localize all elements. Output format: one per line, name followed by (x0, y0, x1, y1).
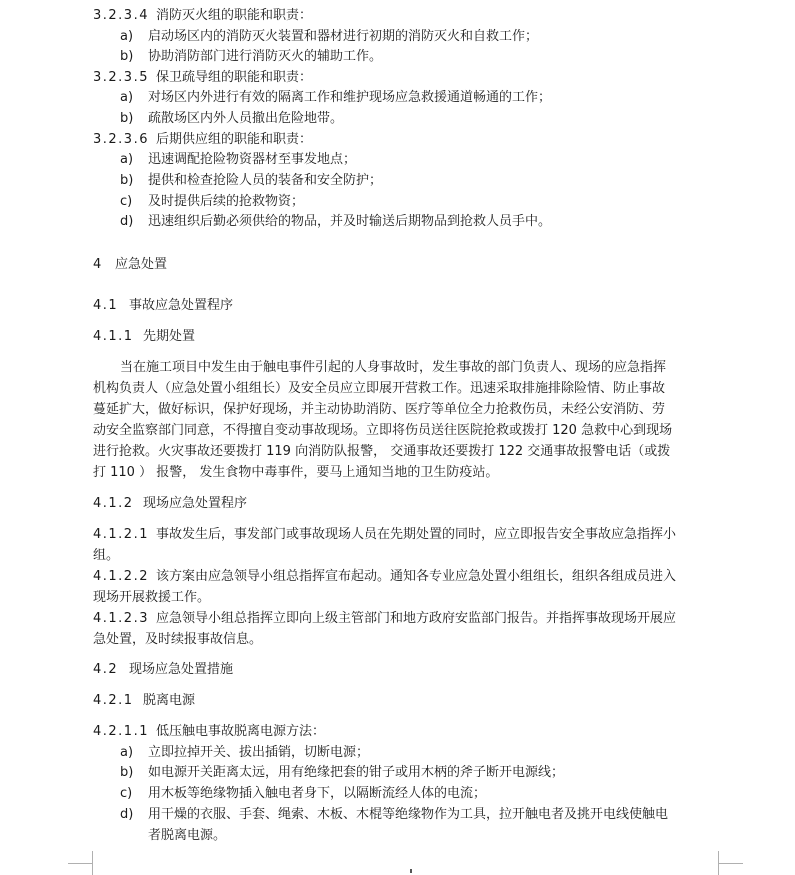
section-number: 4.2.1 (93, 693, 134, 708)
section-number: 4.1 (93, 298, 119, 313)
section-number: 4.1.2.3 (93, 611, 149, 626)
section-number: 4.1.2.1 (93, 527, 149, 542)
list-label: c) (120, 786, 133, 801)
heading-text: 先期处置 (143, 329, 196, 344)
paragraph-line: 组。 (93, 548, 120, 563)
list-item-text: 迅速组织后勤必须供给的物品，并及时输送后期物品到抢救人员手中。 (148, 214, 552, 229)
heading-text: 脱离电源 (143, 693, 196, 708)
section-number: 4.1.2 (93, 496, 134, 511)
heading-text: 应急处置 (115, 257, 168, 272)
section-number: 4.1.2.2 (93, 569, 149, 584)
section-number: 3.2.3.6 (93, 132, 149, 147)
list-label: b) (120, 173, 134, 188)
section-number: 4.1.1 (93, 329, 134, 344)
list-label: a) (120, 29, 134, 44)
heading-text: 后期供应组的职能和职责： (156, 132, 313, 147)
list-item-text: 提供和检查抢险人员的装备和安全防护； (148, 173, 383, 188)
heading-text: 事故应急处置程序 (129, 298, 234, 313)
heading-text: 该方案由应急领导小组总指挥宣布起动。通知各专业应急处置小组组长，组织各组成员进入 (156, 569, 677, 584)
list-item-text: 立即拉掉开关、拔出插销，切断电源； (148, 745, 370, 760)
section-number: 4.2 (93, 662, 119, 677)
list-item-text: 及时提供后续的抢救物资； (148, 194, 305, 209)
list-item-text: 对场区内外进行有效的隔离工作和维护现场应急救援通道畅通的工作； (148, 90, 552, 105)
list-item-text: 协助消防部门进行消防灭火的辅助工作。 (148, 49, 383, 64)
section-number: 4.2.1.1 (93, 724, 149, 739)
section-number: 3.2.3.4 (93, 8, 149, 23)
section-number: 3.2.3.5 (93, 70, 149, 85)
section-number: 4 (93, 257, 103, 272)
list-label: b) (120, 49, 134, 64)
list-label: b) (120, 765, 134, 780)
heading-text: 事故发生后，事发部门或事故现场人员在先期处置的同时，应立即报告安全事故应急指挥小 (156, 527, 677, 542)
page-marker (410, 869, 412, 873)
list-item-text: 启动场区内的消防灭火装置和器材进行初期的消防灭火和自救工作； (148, 29, 539, 44)
paragraph-line: 现场开展救援工作。 (93, 590, 211, 605)
paragraph-line: 当在施工项目中发生由于触电事件引起的人身事故时，发生事故的部门负责人、现场的应急指挥 (120, 360, 667, 375)
list-item-text: 疏散场区内外人员撤出危险地带。 (148, 111, 344, 126)
crop-mark-right (718, 851, 743, 875)
list-label: a) (120, 745, 134, 760)
heading-text: 现场应急处置程序 (143, 496, 248, 511)
heading-text: 应急领导小组总指挥立即向上级主管部门和地方政府安监部门报告。并指挥事故现场开展应 (156, 611, 677, 626)
heading-text: 消防灭火组的职能和职责： (156, 8, 313, 23)
list-item-text: 用干燥的衣服、手套、绳索、木板、木棍等绝缘物作为工具，拉开触电者及挑开电线使触电 (148, 807, 669, 822)
paragraph-line: 进行抢救。火灾事故还要拨打 119 向消防队报警， 交通事故还要拨打 122 交通事故报警电话（或拨 (93, 444, 671, 459)
paragraph-line: 机构负责人（应急处置小组组长）及安全员应立即展开营救工作。迅速采取排施排除险情、防止事故 (93, 381, 666, 396)
list-label: d) (120, 214, 134, 229)
paragraph-line: 蔓延扩大，做好标识，保护好现场，并主动协助消防、医疗等单位全力抢救伤员，未经公安消防、劳 (93, 402, 666, 417)
list-label: a) (120, 152, 134, 167)
paragraph-line: 打 110 ） 报警， 发生食物中毒事件，要马上通知当地的卫生防疫站。 (93, 465, 499, 480)
paragraph-line: 急处置，及时续报事故信息。 (93, 632, 263, 647)
list-label: b) (120, 111, 134, 126)
heading-text: 现场应急处置措施 (129, 662, 234, 677)
list-label: d) (120, 807, 134, 822)
list-item-text: 如电源开关距离太远，用有绝缘把套的钳子或用木柄的斧子断开电源线； (148, 765, 565, 780)
paragraph-line: 者脱离电源。 (148, 828, 227, 843)
crop-mark-left (68, 851, 93, 875)
list-label: c) (120, 194, 133, 209)
paragraph-line: 动安全监察部门同意，不得擅自变动事故现场。立即将伤员送往医院抢救或拨打 120 急救中心到现场 (93, 423, 673, 438)
list-item-text: 用木板等绝缘物插入触电者身下，以隔断流经人体的电流； (148, 786, 487, 801)
list-item-text: 迅速调配抢险物资器材至事发地点； (148, 152, 357, 167)
list-label: a) (120, 90, 134, 105)
heading-text: 低压触电事故脱离电源方法： (156, 724, 326, 739)
heading-text: 保卫疏导组的职能和职责： (156, 70, 313, 85)
